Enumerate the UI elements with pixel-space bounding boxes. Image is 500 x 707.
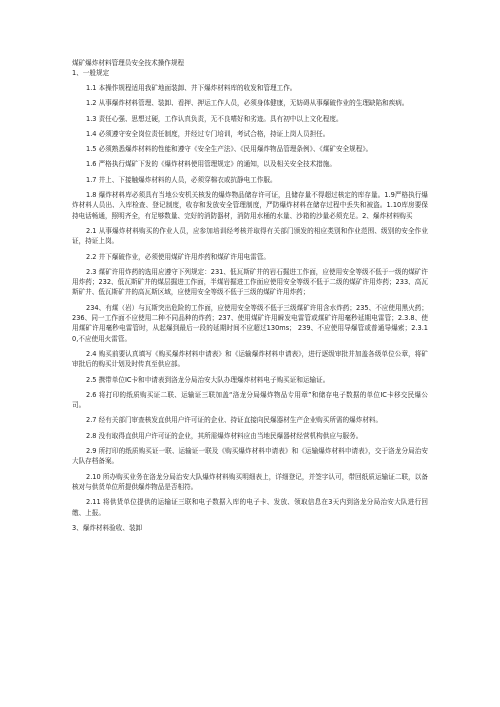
paragraph: 1.1 本操作规程适用我矿地面装卸、井下爆炸材料库的收发和管理工作。 xyxy=(86,84,297,92)
paragraph: 2.6 将打印的纸质购买证二联、运输证三联加盖“洛龙分局爆炸物品专用章”和储存电子数据的单位IC卡移交民爆公司。 xyxy=(72,390,428,410)
paragraph: 1.8 爆炸材料库必须具有当地公安机关核发的爆炸物品储存许可证，且储存量不得超过核定的库存量。1.9严格执行爆炸材料人员出、入库检查、登记制度，收存和发放安全管理制度，严防爆炸材料在储存过程中丢失和被盗。1.10库房要保持电话畅通，照明齐全，有足够数量、完好的消防器材，消防用水桶的水量、沙箱的沙量必须充足。2、爆炸材料购买 xyxy=(72,191,428,220)
paragraph: 1.7 井上、下接触爆炸材料的人员，必须穿棉衣或抗静电工作服。 xyxy=(86,175,277,184)
paragraph: 2.10 所办购买业务在洛龙分局治安大队爆炸材料购买明细表上，详细登记，并签字认可，带回纸质运输证二联，以备核对与供货单位所提供爆炸物品是否相符。 xyxy=(72,472,428,491)
paragraph: 2.2 井下爆破作业，必须使用煤矿许用炸药和煤矿许用电雷管。 xyxy=(86,252,271,261)
paragraph: 234、有煤（岩）与瓦斯突出危险的工作面，应使用安全等级不低于三级煤矿许用含水炸药；235、不应使用黑火药；236、同一工作面不应使用二种不同品种的炸药；237、使用煤矿许用瞬发电雷管或煤矿许用毫秒延期电雷管；2.3.8、使用煤矿许用毫秒电雷管时，从起爆到最后一段的延期时间不应超过130ms； 239、不应使用导爆管或普通导爆索；2.3.10,不应使用火雷管。 xyxy=(72,303,428,343)
paragraph: 1.4 必须遵守安全岗位责任制度，并经过专门培训，考试合格，持证上岗人员担任。 xyxy=(86,129,330,138)
section-heading-general: 1、一般规定 xyxy=(72,69,110,77)
paragraph: 2.9 所打印的纸质购买证一联、运输证一联及《购买爆炸材料申请表》和《运输爆炸材料申请表》，交于洛龙分局治安大队存档备案。 xyxy=(72,447,428,466)
paragraph: 2.11 将供货单位提供的运输证三联和电子数据入库的电子卡、发放、领取信息在3天内到洛龙分局治安大队进行回缴、上报。 xyxy=(72,498,428,517)
paragraph: 2.5 携带单位IC卡和申请表到洛龙分局治安大队办理爆炸材料电子购买证和运输证。 xyxy=(86,375,330,384)
paragraph: 2.3 煤矿许用炸药的选用应遵守下列规定：231、低瓦斯矿井的岩石掘进工作面，应使用安全等级不低于一级的煤矿许用炸药；232、低瓦斯矿井的煤层掘进工作面，半煤岩掘进工作面应使用安全等级不低于二级的煤矿许用炸药；233、高瓦斯矿井、低瓦斯矿井的高瓦斯区域，应使用安全等级不低于三级的煤矿许用炸药； xyxy=(72,267,428,297)
paragraph: 1.3 责任心强、思想过硬，工作认真负责，无不良嗜好和劣迹。具有初中以上文化程度。 xyxy=(86,114,343,123)
paragraph: 2.8 没有取得直供用户许可证的企业，其所需爆炸材料应由当地民爆器材经营机构供应与服务。 xyxy=(86,431,363,440)
paragraph: 2.1 从事爆炸材料购买的作业人员，应参加培训经考核并取得有关部门颁发的相应类别和作业范围、级别的安全作业证，持证上岗。 xyxy=(72,226,428,246)
paragraph: 1.2 从事爆炸材料管理、装卸、看押、押运工作人员，必须身体健康，无妨碍从事爆破作业的生理缺陷和疾病。 xyxy=(86,99,409,108)
paragraph: 1.5 必须熟悉爆炸材料的性能和遵守《安全生产法》、《民用爆炸物品管理条例》、《煤矿安全规程》。 xyxy=(86,145,373,154)
paragraph: 1.6 严格执行煤矿下发的《爆炸材料使用管理规定》的通知，以及相关安全技术措施。 xyxy=(86,160,336,169)
document-title: 煤矿爆炸材料管理员安全技术操作规程 xyxy=(72,59,185,67)
section-heading-inspection: 3、爆炸材料验收、装卸 xyxy=(72,523,143,532)
paragraph: 2.7 经有关部门审查核发直供用户许可证的企业、持证直接向民爆器材生产企业购买所需的爆炸材料。 xyxy=(86,416,383,425)
paragraph: 2.4 购买前要认真填写《购买爆炸材料申请表》和《运输爆炸材料申请表》，进行逐级审批并加盖各级单位公章，将矿审批后的购买计划及时传真至供应部。 xyxy=(72,349,428,369)
